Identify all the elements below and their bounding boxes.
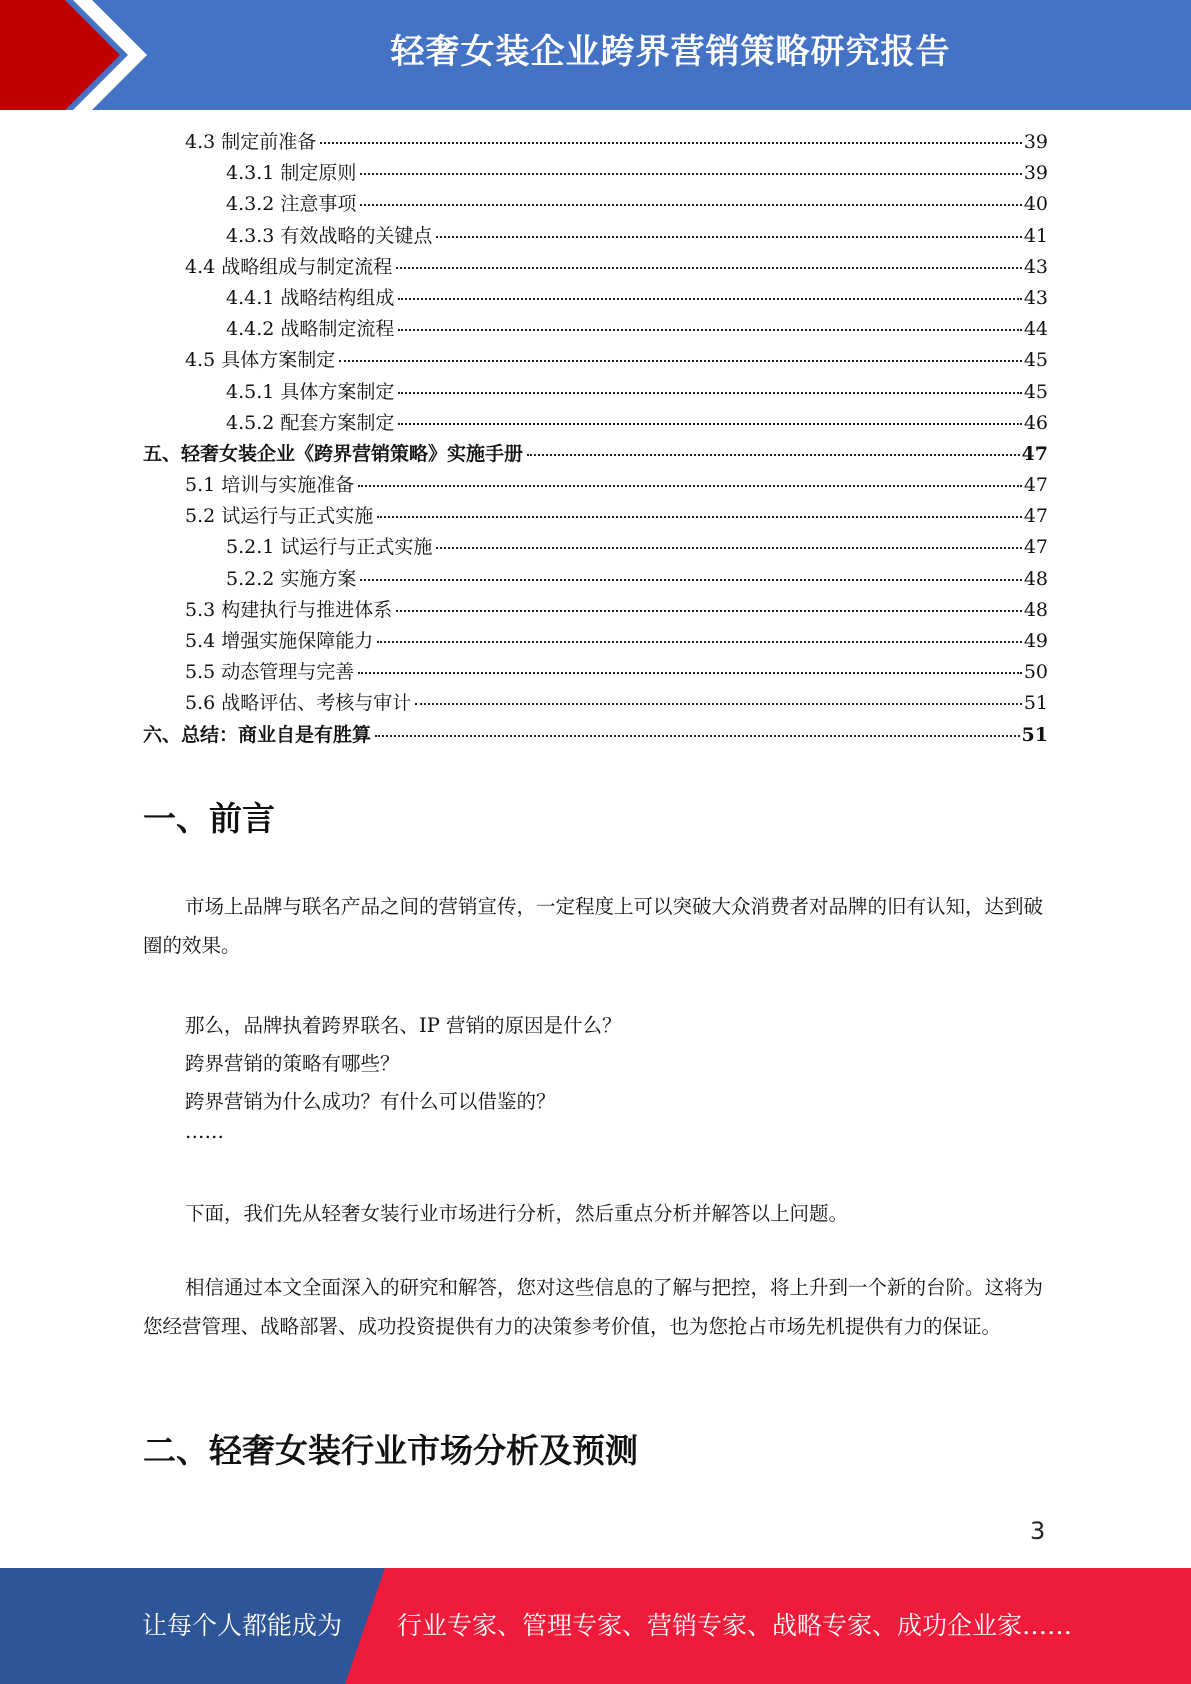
toc-entry[interactable] <box>143 564 1048 595</box>
toc-entry-label: 4.5.1 具体方案制定 <box>226 380 395 403</box>
toc-dot-leader <box>396 610 1022 612</box>
toc-entry-label: 5.6 战略评估、考核与审计 <box>185 692 412 715</box>
toc-entry[interactable] <box>143 283 1048 314</box>
toc-entry-label: 4.3.1 制定原则 <box>226 162 357 185</box>
toc-entry-page: 50 <box>1023 661 1048 684</box>
toc-entry-page: 40 <box>1023 193 1048 216</box>
report-title: 轻奢女装企业跨界营销策略研究报告 <box>390 32 951 72</box>
toc-entry[interactable] <box>143 657 1048 688</box>
page-footer <box>0 1568 1191 1684</box>
toc-entry-page: 45 <box>1023 349 1048 372</box>
toc-dot-leader <box>415 703 1022 705</box>
toc-entry-label: 4.5 具体方案制定 <box>185 349 336 372</box>
toc-entry-page: 41 <box>1023 224 1048 247</box>
toc-dot-leader <box>360 173 1021 175</box>
toc-entry[interactable] <box>143 408 1048 439</box>
toc-entry-page: 39 <box>1023 162 1048 185</box>
toc-entry[interactable] <box>143 501 1048 532</box>
toc-entry[interactable] <box>143 439 1048 470</box>
toc-entry[interactable] <box>143 720 1048 751</box>
question-ellipsis: …… <box>185 1120 224 1143</box>
toc-dot-leader <box>377 516 1022 518</box>
page-header <box>0 0 1191 110</box>
toc-dot-leader <box>396 267 1022 269</box>
toc-entry-label: 4.3 制定前准备 <box>185 131 317 153</box>
toc-entry-page: 51 <box>1023 692 1048 715</box>
toc-entry[interactable] <box>143 221 1048 252</box>
toc-entry-label: 4.4.2 战略制定流程 <box>226 318 395 341</box>
toc-entry[interactable] <box>143 252 1048 283</box>
page-number: 3 <box>1030 1517 1046 1545</box>
toc-entry-label: 5.2.2 实施方案 <box>226 567 357 590</box>
toc-entry-page: 43 <box>1023 255 1048 278</box>
section-heading-market-analysis: 二、轻奢女装行业市场分析及预测 <box>143 1431 638 1470</box>
toc-dot-leader <box>360 204 1021 206</box>
toc-dot-leader <box>436 547 1021 549</box>
toc-dot-leader <box>436 236 1021 238</box>
toc-entry[interactable] <box>143 189 1048 220</box>
toc-entry-label: 5.5 动态管理与完善 <box>185 661 355 684</box>
toc-entry-page: 47 <box>1023 505 1048 528</box>
toc-entry-label: 5.4 增强实施保障能力 <box>185 630 374 652</box>
toc-entry[interactable] <box>143 345 1048 376</box>
toc-entry[interactable] <box>143 158 1048 189</box>
toc-dot-leader <box>375 735 1020 737</box>
toc-dot-leader <box>360 579 1021 581</box>
toc-entry[interactable] <box>143 314 1048 345</box>
toc-entry-label: 六、总结：商业自是有胜算 <box>143 723 372 746</box>
footer-slogan-left: 让每个人都能成为 <box>142 1611 343 1640</box>
preface-paragraph-3: 相信通过本文全面深入的研究和解答，您对这些信息的了解与把控，将上升到一个新的台阶。这将为您经营管理、战略部署、成功投资提供有力的决策参考价值，也为您抢占市场先机提供有力的保证。 <box>143 1276 1044 1338</box>
toc-entry-page: 47 <box>1021 442 1048 465</box>
toc-entry-page: 48 <box>1023 598 1048 621</box>
toc-entry-label: 5.3 构建执行与推进体系 <box>185 598 393 621</box>
toc-dot-leader <box>358 485 1022 487</box>
toc-entry[interactable] <box>143 532 1048 563</box>
toc-entry-page: 43 <box>1023 286 1048 309</box>
toc-entry-label: 5.1 培训与实施准备 <box>185 474 355 497</box>
section-heading-preface: 一、前言 <box>143 799 275 838</box>
toc-entry-page: 47 <box>1023 474 1048 497</box>
toc-entry-label: 4.5.2 配套方案制定 <box>226 411 395 434</box>
toc-entry-label: 4.3.3 有效战略的关键点 <box>226 224 433 247</box>
toc-dot-leader <box>398 329 1021 331</box>
toc-dot-leader <box>527 454 1020 456</box>
question-line: 跨界营销的策略有哪些？ <box>185 1052 400 1075</box>
toc-entry-label: 4.3.2 注意事项 <box>226 193 357 216</box>
toc-entry-page: 39 <box>1023 131 1048 153</box>
footer-slogan-right: 行业专家、管理专家、营销专家、战略专家、成功企业家…… <box>397 1611 1073 1640</box>
toc-dot-leader <box>398 392 1021 394</box>
toc-entry-page: 45 <box>1023 380 1048 403</box>
toc-entry[interactable] <box>143 470 1048 501</box>
toc-entry-label: 4.4.1 战略结构组成 <box>226 286 395 309</box>
toc-entry-label: 五、轻奢女装企业《跨界营销策略》实施手册 <box>143 442 524 465</box>
toc-entry-label: 4.4 战略组成与制定流程 <box>185 255 393 278</box>
toc-dot-leader <box>358 672 1022 674</box>
toc-dot-leader <box>398 298 1021 300</box>
toc-dot-leader <box>320 142 1022 144</box>
toc-entry[interactable] <box>143 377 1048 408</box>
preface-paragraph-2: 下面，我们先从轻奢女装行业市场进行分析，然后重点分析并解答以上问题。 <box>185 1202 849 1225</box>
question-line: 那么，品牌执着跨界联名、IP 营销的原因是什么？ <box>185 1014 622 1037</box>
toc-entry-label: 5.2 试运行与正式实施 <box>185 505 374 528</box>
toc-entry-label: 5.2.1 试运行与正式实施 <box>226 536 433 559</box>
toc-entry-page: 46 <box>1023 411 1048 434</box>
toc-entry-page: 51 <box>1021 723 1048 746</box>
toc-entry[interactable] <box>143 626 1048 657</box>
header-arrow-decoration <box>0 0 150 110</box>
toc-entry-page: 47 <box>1023 536 1048 559</box>
toc-entry-page: 49 <box>1023 630 1048 652</box>
toc-dot-leader <box>377 641 1022 643</box>
toc-entry-page: 44 <box>1023 318 1048 341</box>
question-line: 跨界营销为什么成功？有什么可以借鉴的？ <box>185 1090 556 1113</box>
toc-dot-leader <box>339 360 1022 362</box>
toc-entry-page: 48 <box>1023 567 1048 590</box>
toc-entry[interactable] <box>143 688 1048 719</box>
toc-dot-leader <box>398 423 1021 425</box>
table-of-contents <box>143 127 1048 751</box>
preface-paragraph-1: 市场上品牌与联名产品之间的营销宣传，一定程度上可以突破大众消费者对品牌的旧有认知，达到破圈的效果。 <box>143 895 1044 957</box>
toc-entry[interactable] <box>143 127 1048 158</box>
toc-entry[interactable] <box>143 595 1048 626</box>
